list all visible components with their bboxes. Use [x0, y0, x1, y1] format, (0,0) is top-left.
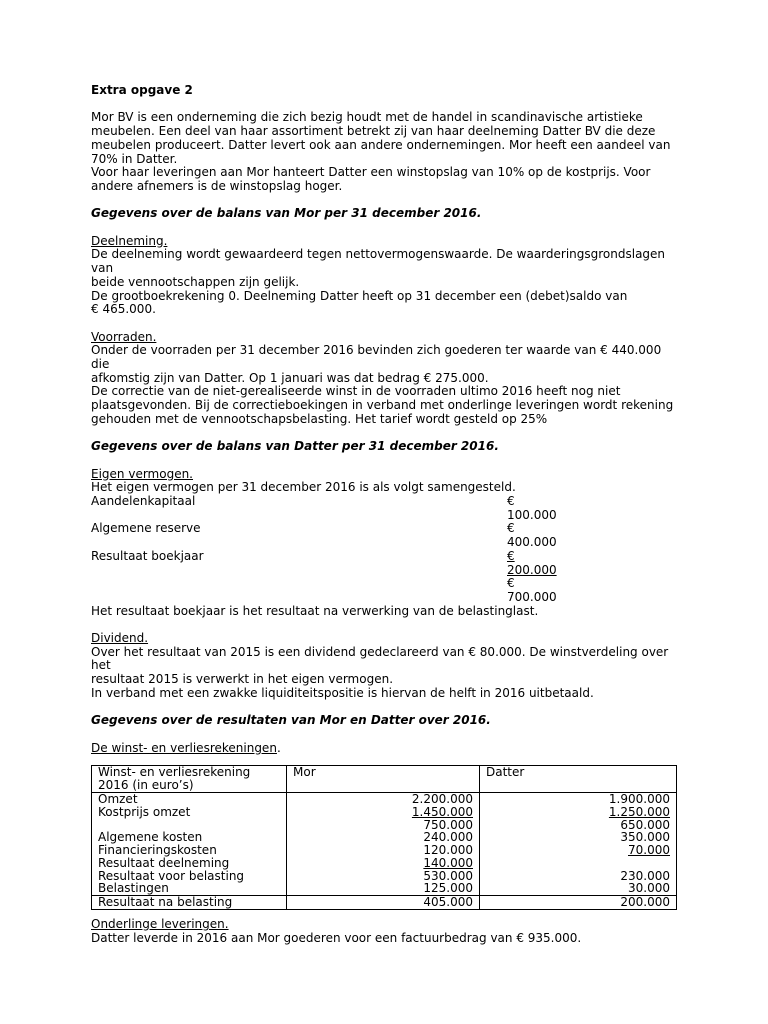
- winst-verlies-dot: .: [276, 740, 281, 755]
- table-row: [92, 882, 677, 895]
- subheading-dividend: Dividend.: [91, 631, 149, 646]
- datter-value-text: 70.000: [628, 843, 670, 858]
- deelneming-line: De grootboekrekening 0. Deelneming Datter heeft op 31 december een (debet)saldo van: [91, 288, 628, 303]
- equity-amount: € 200.000: [507, 548, 557, 577]
- datter-value: 30.000: [480, 882, 677, 895]
- mor-value: 750.000: [287, 819, 480, 832]
- equity-amount: € 400.000: [507, 521, 557, 550]
- row-label: Resultaat deelneming: [92, 857, 287, 870]
- table-row: [92, 806, 677, 819]
- mor-value: 530.000: [287, 870, 480, 883]
- datter-value-text: 1.250.000: [608, 804, 670, 819]
- subheading-deelneming: Deelneming.: [91, 233, 168, 248]
- table-header-row: [92, 766, 677, 793]
- deelneming-line: beide vennootschappen zijn gelijk.: [91, 274, 300, 289]
- header-label: 2016 (in euro’s): [98, 778, 194, 793]
- equity-row: [91, 522, 567, 549]
- voorraden-line: gehouden met de vennootschapsbelasting. Het tarief wordt gesteld op 25%: [91, 411, 548, 426]
- header-cell-mor: Mor: [287, 766, 480, 793]
- datter-value: [480, 844, 677, 857]
- income-statement-table: [91, 765, 677, 910]
- equity-label: Resultaat boekjaar: [91, 548, 204, 563]
- intro-line: andere afnemers is de winstopslag hoger.: [91, 178, 343, 193]
- intro-line: 70% in Datter.: [91, 151, 178, 166]
- header-cell-datter: Datter: [480, 766, 677, 793]
- subheading-voorraden: Voorraden.: [91, 329, 157, 344]
- intro-line: Voor haar leveringen aan Mor hanteert Datter een winstopslag van 10% op de kostprijs. Voor: [91, 165, 651, 180]
- table-row: [92, 870, 677, 883]
- eigen-vermogen-intro: Het eigen vermogen per 31 december 2016 is als volgt samengesteld.: [91, 480, 516, 495]
- row-label: Kostprijs omzet: [92, 806, 287, 819]
- mor-value: [287, 857, 480, 870]
- onderlinge-leveringen-text: Datter leverde in 2016 aan Mor goederen voor een factuurbedrag van € 935.000.: [91, 930, 582, 945]
- header-cell-statement: [92, 766, 287, 793]
- mor-value: 120.000: [287, 844, 480, 857]
- datter-value: 230.000: [480, 870, 677, 883]
- row-label: Algemene kosten: [92, 831, 287, 844]
- mor-value-text: 140.000: [423, 855, 473, 870]
- row-label: Financieringskosten: [92, 844, 287, 857]
- voorraden-line: plaatsgevonden. Bij de correctieboekingen in verband met onderlinge leveringen wordt rekening: [91, 398, 674, 413]
- mor-value-text: 1.450.000: [411, 804, 473, 819]
- equity-row: [91, 550, 567, 577]
- intro-line: Mor BV is een onderneming die zich bezig houdt met de handel in scandinavische artistieke: [91, 110, 643, 125]
- dividend-line: resultaat 2015 is verwerkt in het eigen vermogen.: [91, 672, 394, 687]
- equity-label: Aandelenkapitaal: [91, 494, 196, 508]
- datter-value: 650.000: [480, 819, 677, 832]
- dividend-line: In verband met een zwakke liquiditeitspositie is hiervan de helft in 2016 uitbetaald.: [91, 685, 594, 700]
- mor-value: 125.000: [287, 882, 480, 895]
- heading-datter-balance: Gegevens over de balans van Datter per 31 december 2016.: [91, 439, 499, 454]
- datter-value: [480, 806, 677, 819]
- table-row: [92, 792, 677, 805]
- subheading-winst-verlies: [91, 742, 677, 756]
- deelneming-line: € 465.000.: [91, 302, 156, 317]
- table-row: [92, 896, 677, 910]
- equity-amount: € 100.000: [507, 494, 557, 522]
- datter-value: [480, 857, 677, 870]
- winst-verlies-title: De winst- en verliesrekeningen: [91, 740, 277, 755]
- equity-row: [91, 495, 567, 522]
- subheading-eigen-vermogen: Eigen vermogen.: [91, 466, 193, 481]
- equity-total: € 700.000: [507, 576, 557, 604]
- document: [91, 84, 677, 945]
- intro-line: meubelen. Een deel van haar assortiment betrekt zij van haar deelneming Datter BV die deze: [91, 124, 656, 139]
- datter-value: 200.000: [480, 896, 677, 910]
- voorraden-line: Onder de voorraden per 31 december 2016 bevinden zich goederen ter waarde van € 440.000 die: [91, 343, 662, 371]
- heading-results: Gegevens over de resultaten van Mor en Datter over 2016.: [91, 713, 491, 728]
- equity-label: Algemene reserve: [91, 521, 201, 536]
- mor-value: 405.000: [287, 896, 480, 910]
- row-label: Resultaat na belasting: [92, 896, 287, 910]
- dividend-line: Over het resultaat van 2015 is een dividend gedeclareerd van € 80.000. De winstverdeling over het: [91, 644, 669, 673]
- voorraden-line: afkomstig zijn van Datter. Op 1 januari was dat bedrag € 275.000.: [91, 370, 489, 385]
- table-row: [92, 857, 677, 870]
- intro-paragraph: [91, 111, 677, 193]
- equity-total-row: [91, 577, 567, 604]
- datter-value: 350.000: [480, 831, 677, 844]
- heading-mor-balance: Gegevens over de balans van Mor per 31 december 2016.: [91, 206, 482, 221]
- deelneming-line: De deelneming wordt gewaardeerd tegen nettovermogenswaarde. De waarderingsgrondslagen van: [91, 247, 666, 276]
- row-label: Belastingen: [92, 882, 287, 895]
- subheading-onderlinge-leveringen: Onderlinge leveringen.: [91, 917, 229, 932]
- mor-value: 2.200.000: [287, 792, 480, 805]
- row-label: Omzet: [92, 792, 287, 805]
- mor-value: [287, 806, 480, 819]
- header-label: Winst- en verliesrekening: [98, 765, 251, 780]
- mor-value: 240.000: [287, 831, 480, 844]
- intro-line: meubelen produceert. Datter levert ook aan andere ondernemingen. Mor heeft een aandeel van: [91, 137, 671, 152]
- datter-value: 1.900.000: [480, 792, 677, 805]
- table-row: [92, 844, 677, 857]
- row-label: Resultaat voor belasting: [92, 870, 287, 883]
- page-title: Extra opgave 2: [91, 83, 193, 97]
- eigen-vermogen-note: Het resultaat boekjaar is het resultaat na verwerking van de belastinglast.: [91, 603, 539, 618]
- voorraden-line: De correctie van de niet-gerealiseerde winst in de voorraden ultimo 2016 heeft nog niet: [91, 384, 621, 399]
